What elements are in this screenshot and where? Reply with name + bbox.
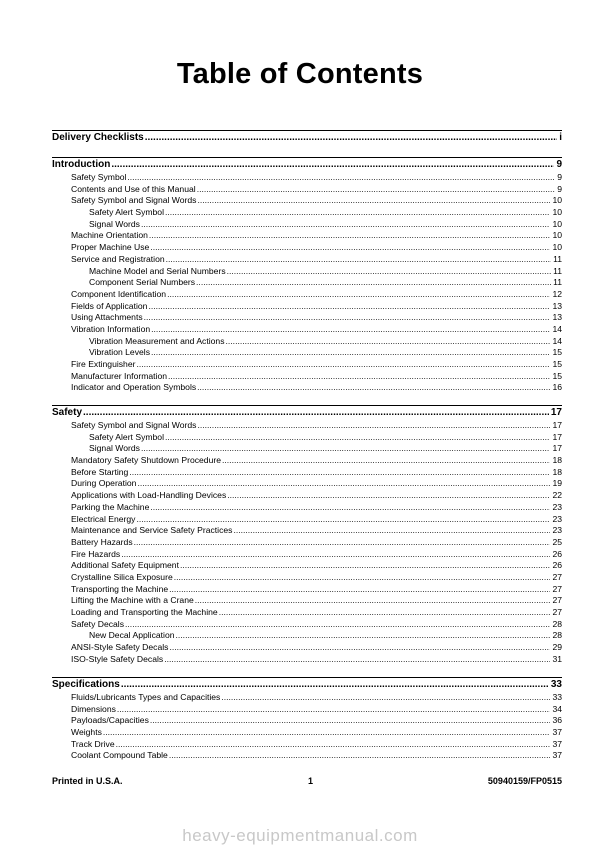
toc-entry-title: ISO-Style Safety Decals xyxy=(71,653,164,664)
dot-leader xyxy=(165,207,550,219)
dot-leader xyxy=(167,289,550,301)
toc-entry-page: 10 xyxy=(552,242,562,253)
toc-entry-title: Weights xyxy=(71,727,102,738)
watermark: heavy-equipmentmanual.com xyxy=(182,826,418,845)
toc-entry-page: 33 xyxy=(550,679,562,690)
toc-entry[interactable] xyxy=(52,692,562,704)
toc-entry-title: Signal Words xyxy=(89,218,140,229)
toc-entry-page: 10 xyxy=(552,195,562,206)
toc-entry[interactable] xyxy=(52,595,562,607)
dot-leader xyxy=(149,230,551,242)
toc-entry-page: 17 xyxy=(552,431,562,442)
toc-entry-title: Component Serial Numbers xyxy=(89,277,196,288)
toc-entry-title: Battery Hazards xyxy=(71,536,133,547)
toc-entry-page: 14 xyxy=(552,335,562,346)
toc-entry-page: 37 xyxy=(552,727,562,738)
toc-entry-title: Applications with Load-Handling Devices xyxy=(71,490,227,501)
toc-entry-page: 18 xyxy=(552,455,562,466)
toc-entry-page: 10 xyxy=(552,230,562,241)
dot-leader xyxy=(197,195,550,207)
toc-entry-page: 13 xyxy=(552,312,562,323)
toc-entry-page: 13 xyxy=(552,300,562,311)
toc-entry-page: 17 xyxy=(550,407,562,418)
toc-entry[interactable] xyxy=(52,172,562,184)
toc-entry-page: 17 xyxy=(552,443,562,454)
toc-entry-page: 27 xyxy=(552,583,562,594)
toc-entry-page: 19 xyxy=(552,478,562,489)
dot-leader xyxy=(169,584,550,596)
toc-entry-title: Dimensions xyxy=(71,703,116,714)
dot-leader xyxy=(144,312,551,324)
page-footer xyxy=(52,776,562,786)
dot-leader xyxy=(174,572,551,584)
toc-entry-title: Parking the Machine xyxy=(71,501,150,512)
toc-section-heading[interactable] xyxy=(52,130,562,145)
toc-entry-page: 27 xyxy=(552,595,562,606)
toc-entry-page: 34 xyxy=(552,703,562,714)
dot-leader xyxy=(151,347,550,359)
dot-leader xyxy=(111,158,554,172)
toc-entry-title: Payloads/Capacities xyxy=(71,715,149,726)
toc-entry[interactable] xyxy=(52,739,562,751)
toc-entry-page: 10 xyxy=(552,218,562,229)
toc-entry[interactable] xyxy=(52,525,562,537)
toc-entry-page: 18 xyxy=(552,466,562,477)
toc-entry-title: Maintenance and Service Safety Practices xyxy=(71,525,233,536)
dot-leader xyxy=(169,750,551,762)
toc-entry[interactable] xyxy=(52,230,562,242)
toc-entry-title: Signal Words xyxy=(89,443,140,454)
dot-leader xyxy=(168,371,550,383)
dot-leader xyxy=(176,630,551,642)
dot-leader xyxy=(129,467,550,479)
toc-entry[interactable] xyxy=(52,443,562,455)
footer-page-number: 1 xyxy=(308,776,314,786)
toc-entry-page: 28 xyxy=(552,618,562,629)
dot-leader xyxy=(151,324,550,336)
dot-leader xyxy=(127,172,555,184)
toc-entry-page: 15 xyxy=(552,370,562,381)
toc-entry-title: Transporting the Machine xyxy=(71,583,169,594)
toc-entry-page: 37 xyxy=(552,738,562,749)
toc-entry-page: 37 xyxy=(552,750,562,761)
dot-leader xyxy=(180,560,550,572)
toc-entry-page: 23 xyxy=(552,513,562,524)
dot-leader xyxy=(117,704,551,716)
dot-leader xyxy=(226,336,551,348)
toc-entry[interactable] xyxy=(52,266,562,278)
page-title: Table of Contents xyxy=(176,58,424,90)
toc-entry-page: 31 xyxy=(552,653,562,664)
toc-entry-title: Fields of Application xyxy=(71,300,148,311)
toc-entry-page: 23 xyxy=(552,525,562,536)
toc-entry[interactable] xyxy=(52,242,562,254)
toc-entry-page: 25 xyxy=(552,536,562,547)
toc-entry-title: Crystalline Silica Exposure xyxy=(71,571,173,582)
dot-leader xyxy=(196,277,551,289)
toc-section-delivery xyxy=(52,130,562,145)
toc-entry[interactable] xyxy=(52,537,562,549)
dot-leader xyxy=(103,727,551,739)
toc-section-specifications xyxy=(52,677,562,762)
toc-entry-page: 9 xyxy=(557,172,562,182)
toc-entry-title: Indicator and Operation Symbols xyxy=(71,382,197,393)
toc-entry[interactable] xyxy=(52,642,562,654)
toc-entry-page: 23 xyxy=(552,501,562,512)
toc-entry-title: Delivery Checklists xyxy=(52,132,144,143)
toc-entry-title: Using Attachments xyxy=(71,312,143,323)
toc-entry[interactable] xyxy=(52,219,562,231)
toc-entry[interactable] xyxy=(52,324,562,336)
toc-entry[interactable] xyxy=(52,467,562,479)
toc-section-heading[interactable] xyxy=(52,677,562,692)
toc-entry[interactable] xyxy=(52,514,562,526)
toc-entry[interactable] xyxy=(52,654,562,666)
toc-entry-title: Track Drive xyxy=(71,738,115,749)
toc-entry-title: Vibration Information xyxy=(71,323,151,334)
toc-entry-title: Safety Symbol and Signal Words xyxy=(71,420,197,430)
toc-entry-page: 16 xyxy=(552,382,562,393)
toc-entry-title: ANSI-Style Safety Decals xyxy=(71,642,169,653)
dot-leader xyxy=(134,537,551,549)
dot-leader xyxy=(169,642,550,654)
toc-entry-title: Service and Registration xyxy=(71,253,165,264)
toc-entry[interactable] xyxy=(52,359,562,371)
toc-entry-page: 29 xyxy=(552,642,562,653)
dot-leader xyxy=(166,254,551,266)
toc-entry[interactable] xyxy=(52,715,562,727)
toc-entry[interactable] xyxy=(52,336,562,348)
footer-printed-in: Printed in U.S.A. xyxy=(52,776,123,786)
toc-entry[interactable] xyxy=(52,347,562,359)
toc-entry[interactable] xyxy=(52,572,562,584)
toc-entry-title: Fluids/Lubricants Types and Capacities xyxy=(71,692,221,702)
toc-entry-title: Machine Orientation xyxy=(71,230,148,241)
toc-entry[interactable] xyxy=(52,607,562,619)
toc-entry-title: Lifting the Machine with a Crane xyxy=(71,595,194,606)
toc-section-safety xyxy=(52,405,562,665)
dot-leader xyxy=(195,595,551,607)
toc-entry[interactable] xyxy=(52,727,562,739)
toc-entry[interactable] xyxy=(52,184,562,196)
dot-leader xyxy=(197,184,556,196)
toc-entry-page: 9 xyxy=(556,159,562,170)
toc-entry-page: 15 xyxy=(552,359,562,369)
dot-leader xyxy=(137,478,550,490)
toc-section-heading[interactable] xyxy=(52,405,562,420)
dot-leader xyxy=(227,490,550,502)
toc-entry-title: Manufacturer Information xyxy=(71,370,168,381)
toc-entry[interactable] xyxy=(52,619,562,631)
dot-leader xyxy=(227,266,551,278)
toc-entry-title: New Decal Application xyxy=(89,630,175,641)
toc-entry-page: 9 xyxy=(557,183,562,194)
toc-entry-title: Proper Machine Use xyxy=(71,242,150,253)
toc-entry-title: Specifications xyxy=(52,679,120,690)
dot-leader xyxy=(165,432,550,444)
toc-section-introduction xyxy=(52,157,562,394)
toc-entry-page: 12 xyxy=(552,288,562,299)
dot-leader xyxy=(222,455,550,467)
dot-leader xyxy=(148,301,550,313)
toc-entry-title: Mandatory Safety Shutdown Procedure xyxy=(71,455,222,466)
toc-entry[interactable] xyxy=(52,207,562,219)
toc-entry-page: 26 xyxy=(552,548,562,559)
dot-leader xyxy=(145,131,558,145)
toc-entry[interactable] xyxy=(52,750,562,762)
toc-entry-title: Contents and Use of this Manual xyxy=(71,183,196,194)
toc-entry[interactable] xyxy=(52,560,562,572)
toc-entry[interactable] xyxy=(52,312,562,324)
toc-entry[interactable] xyxy=(52,549,562,561)
toc-entry-page: 33 xyxy=(552,692,562,702)
toc-entry-title: Before Starting xyxy=(71,466,129,477)
toc-entry-page: 11 xyxy=(553,253,562,264)
toc-entry-page: 11 xyxy=(553,265,562,276)
toc-entry-page: 26 xyxy=(552,560,562,571)
toc-entry[interactable] xyxy=(52,490,562,502)
dot-leader xyxy=(83,406,549,420)
toc-entry-page: 28 xyxy=(552,630,562,641)
toc-entry[interactable] xyxy=(52,289,562,301)
dot-leader xyxy=(233,525,550,537)
dot-leader xyxy=(219,607,551,619)
footer-document-code: 50940159/FP0515 xyxy=(487,776,562,786)
toc-entry-title: Vibration Measurement and Actions xyxy=(89,335,225,346)
toc-entry[interactable] xyxy=(52,277,562,289)
toc-entry[interactable] xyxy=(52,630,562,642)
toc-entry-title: Safety xyxy=(52,407,83,418)
dot-leader xyxy=(125,619,550,631)
toc-entry-page: 36 xyxy=(552,715,562,726)
dot-leader xyxy=(121,549,550,561)
dot-leader xyxy=(121,678,549,692)
toc-entry[interactable] xyxy=(52,584,562,596)
toc-entry-title: Safety Alert Symbol xyxy=(89,207,164,218)
toc-entry-title: Safety Symbol and Signal Words xyxy=(71,195,197,206)
toc-entry-page: 22 xyxy=(552,490,562,501)
toc-entry[interactable] xyxy=(52,195,562,207)
dot-leader xyxy=(141,443,550,455)
toc-entry-title: Component Identification xyxy=(71,288,167,299)
toc-entry-title: Introduction xyxy=(52,159,111,170)
toc-entry[interactable] xyxy=(52,455,562,467)
dot-leader xyxy=(116,739,551,751)
toc-entry-page: 15 xyxy=(552,347,562,358)
toc-entry[interactable] xyxy=(52,301,562,313)
toc-entry-title: Additional Safety Equipment xyxy=(71,560,179,571)
dot-leader xyxy=(136,514,550,526)
toc-entry-title: Loading and Transporting the Machine xyxy=(71,607,218,617)
dot-leader xyxy=(197,420,550,432)
toc-entry-title: During Operation xyxy=(71,478,137,489)
toc-entry-title: Electrical Energy xyxy=(71,513,136,524)
toc-entry-page: 27 xyxy=(552,607,562,617)
toc-entry[interactable] xyxy=(52,502,562,514)
toc-entry-title: Coolant Compound Table xyxy=(71,750,168,761)
toc-entry-title: Safety Alert Symbol xyxy=(89,431,164,442)
toc-entry-title: Safety Symbol xyxy=(71,172,127,182)
toc-entry-page: 27 xyxy=(552,571,562,582)
toc-entry[interactable] xyxy=(52,371,562,383)
toc-section-heading[interactable] xyxy=(52,157,562,172)
dot-leader xyxy=(150,242,550,254)
toc-entry-page: 11 xyxy=(553,277,562,288)
dot-leader xyxy=(197,382,550,394)
toc-entry-title: Fire Hazards xyxy=(71,548,121,559)
toc-entry-page: 10 xyxy=(552,207,562,218)
dot-leader xyxy=(150,502,550,514)
toc-entry[interactable] xyxy=(52,432,562,444)
toc-entry[interactable] xyxy=(52,478,562,490)
toc-entry-title: Machine Model and Serial Numbers xyxy=(89,265,226,276)
toc-entry[interactable] xyxy=(52,420,562,432)
toc-entry-page: i xyxy=(559,132,562,143)
dot-leader xyxy=(164,654,550,666)
toc-entry-title: Vibration Levels xyxy=(89,347,150,358)
toc-entry[interactable] xyxy=(52,254,562,266)
toc-entry-page: 14 xyxy=(552,323,562,334)
dot-leader xyxy=(150,715,551,727)
toc-entry[interactable] xyxy=(52,704,562,716)
dot-leader xyxy=(221,692,550,704)
toc-entry-title: Fire Extinguisher xyxy=(71,359,136,369)
dot-leader xyxy=(141,219,550,231)
toc-entry-title: Safety Decals xyxy=(71,618,125,629)
toc-entry-page: 17 xyxy=(552,420,562,430)
toc-entry[interactable] xyxy=(52,382,562,394)
dot-leader xyxy=(136,359,550,371)
